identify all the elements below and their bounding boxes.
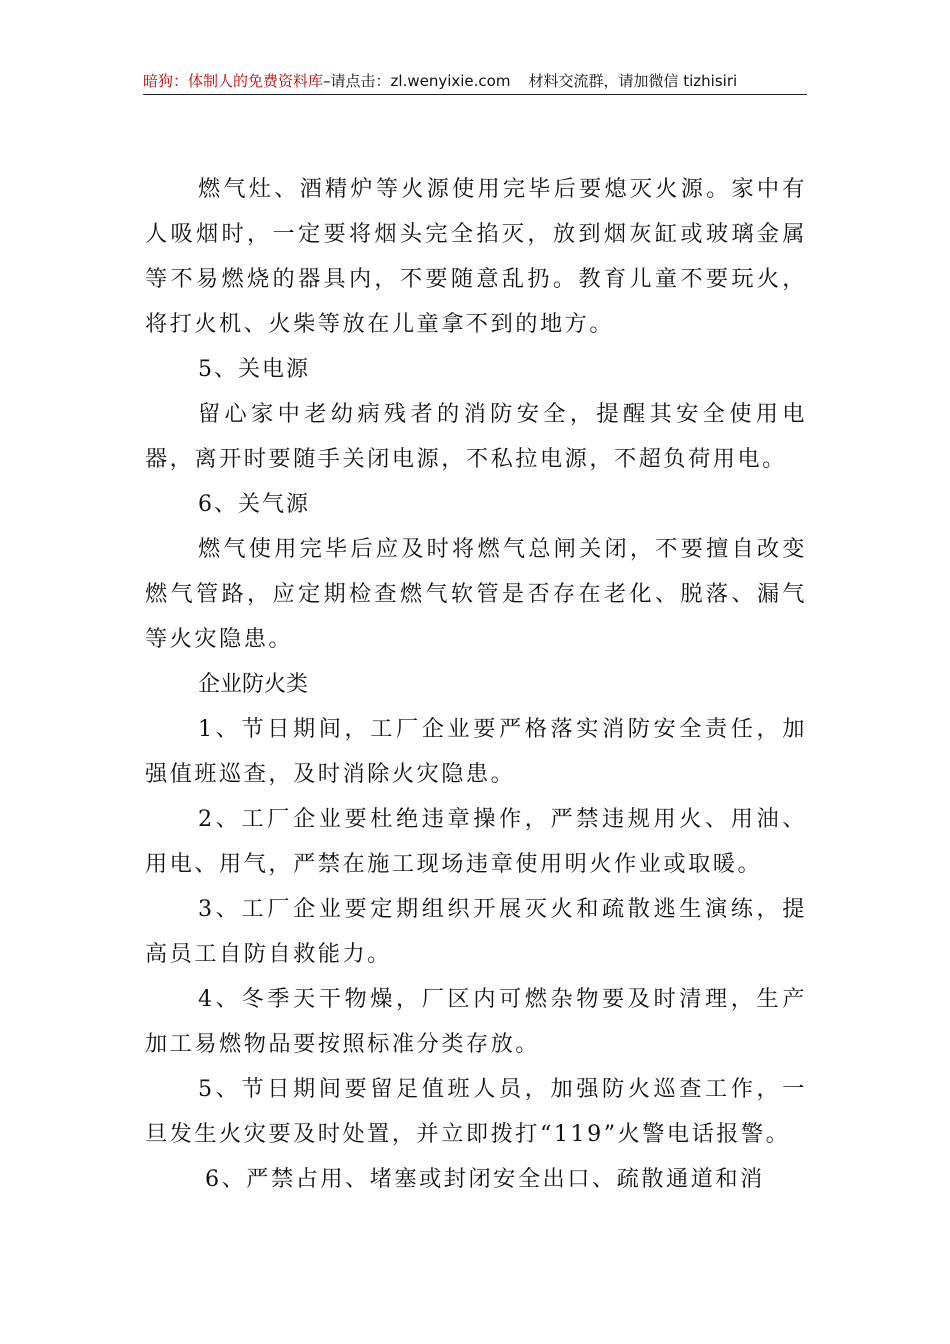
paragraph-power: 留心家中老幼病残者的消防安全，提醒其安全使用电器，离开时要随手关闭电源，不私拉电源，不超负荷用电。 bbox=[145, 401, 807, 472]
paragraph-fire-source: 燃气灶、酒精炉等火源使用完毕后要熄灭火源。家中有人吸烟时，一定要将烟头完全掐灭，放到烟灰缸或玻璃金属等不易燃烧的器具内，不要随意乱扔。教育儿童不要玩火，将打火机、火柴等放在儿童拿不到的地方。 bbox=[145, 176, 807, 337]
enterprise-item-4: 4、冬季天干物燥，厂区内可燃杂物要及时清理，生产加工易燃物品要按照标准分类存放。 bbox=[145, 986, 807, 1057]
heading-gas: 6、关气源 bbox=[198, 492, 310, 517]
heading-power: 5、关电源 bbox=[198, 357, 310, 382]
enterprise-item-3: 3、工厂企业要定期组织开展灭火和疏散逃生演练，提高员工自防自救能力。 bbox=[145, 896, 807, 967]
header-wechat-note: 材料交流群，请加微信 tizhisiri bbox=[528, 72, 738, 90]
enterprise-item-2: 2、工厂企业要杜绝违章操作，严禁违规用火、用油、用电、用气，严禁在施工现场违章使用明火作业或取暖。 bbox=[145, 806, 807, 877]
header-click-prompt: –请点击： bbox=[323, 72, 391, 90]
document-body bbox=[145, 167, 807, 1202]
enterprise-item-5: 5、节日期间要留足值班人员，加强防火巡查工作，一旦发生火灾要及时处置，并立即拨打“119”火警电话报警。 bbox=[145, 1076, 807, 1147]
page-header bbox=[143, 70, 807, 92]
enterprise-item-1: 1、节日期间，工厂企业要严格落实消防安全责任，加强值班巡查，及时消除火灾隐患。 bbox=[145, 716, 807, 787]
header-url-link[interactable]: zl.wenyixie.com bbox=[390, 72, 511, 90]
paragraph-gas: 燃气使用完毕后应及时将燃气总闸关闭，不要擅自改变燃气管路，应定期检查燃气软管是否存在老化、脱落、漏气等火灾隐患。 bbox=[145, 536, 807, 652]
enterprise-item-6: 6、严禁占用、堵塞或封闭安全出口、疏散通道和消 bbox=[205, 1166, 765, 1192]
header-site-name: 暗狗：体制人的免费资料库 bbox=[143, 72, 324, 90]
header-divider bbox=[143, 94, 807, 95]
section-title-enterprise: 企业防火类 bbox=[198, 672, 309, 697]
